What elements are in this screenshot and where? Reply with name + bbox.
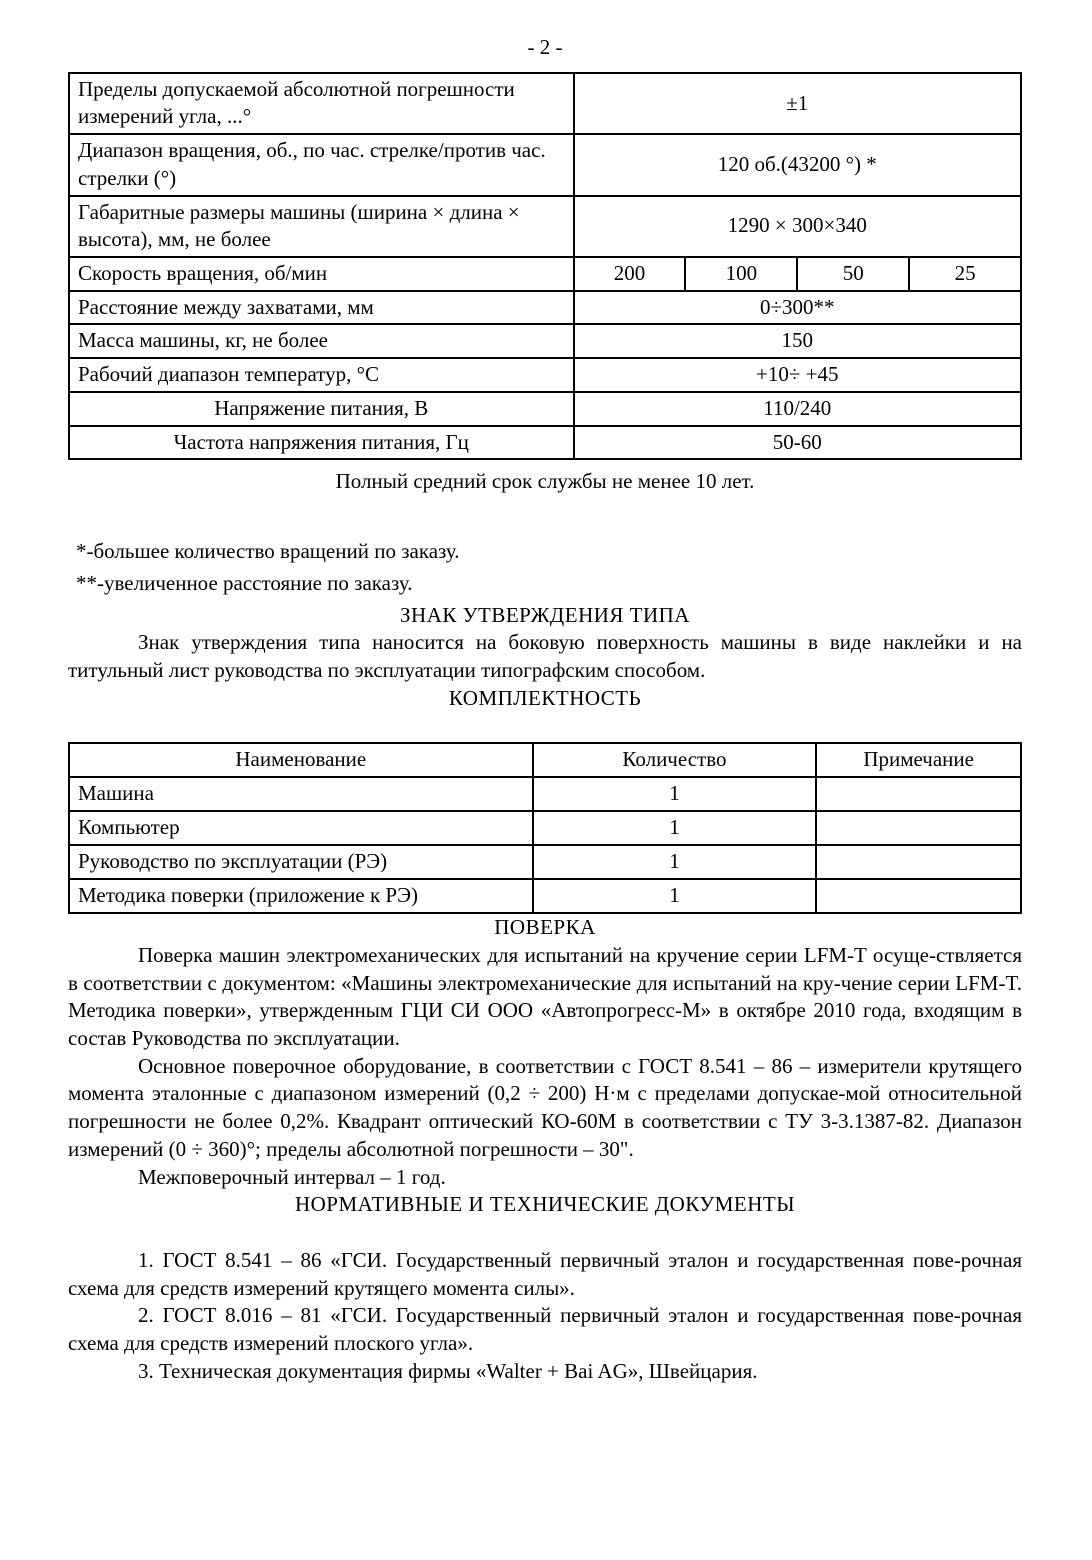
item-note xyxy=(816,811,1021,845)
spec-label: Рабочий диапазон температур, °С xyxy=(69,358,574,392)
table-row xyxy=(69,291,1021,325)
spec-value: ±1 xyxy=(574,73,1021,134)
item-note xyxy=(816,879,1021,913)
spec-value: +10÷ +45 xyxy=(574,358,1021,392)
spec-value: 100 xyxy=(685,257,797,291)
table-row xyxy=(69,324,1021,358)
table-row xyxy=(69,73,1021,134)
spec-label: Частота напряжения питания, Гц xyxy=(69,426,574,460)
table-row xyxy=(69,845,1021,879)
spec-value: 1290 × 300×340 xyxy=(574,196,1021,257)
table-row xyxy=(69,879,1021,913)
spec-value: 120 об.(43200 °) * xyxy=(574,134,1021,195)
section-heading-type-approval: ЗНАК УТВЕРЖДЕНИЯ ТИПА xyxy=(400,602,690,627)
column-header-note: Примечание xyxy=(816,743,1021,777)
item-note xyxy=(816,777,1021,811)
verification-paragraph: Основное поверочное оборудование, в соответствии с ГОСТ 8.541 – 86 – измерители крутящего момента эталонные с диапазоном измерений (0,2 ÷ 200) Н·м с пределами допускае-мой относительной погрешности не более 0,2%. Квадрант оптический КО-60М в соответствии с ТУ 3-3.1387-82. Диапазон измерений (0 ÷ 360)°; пределы абсолютной погрешности – 30". xyxy=(68,1053,1022,1161)
table-row xyxy=(69,257,1021,291)
item-name: Методика поверки (приложение к РЭ) xyxy=(69,879,533,913)
page-number: - 2 - xyxy=(527,35,563,59)
table-row xyxy=(69,392,1021,426)
spec-value: 110/240 xyxy=(574,392,1021,426)
table-header-row xyxy=(69,743,1021,777)
section-heading-verification: ПОВЕРКА xyxy=(494,915,596,940)
completeness-table xyxy=(68,742,1022,914)
verification-text xyxy=(68,942,1022,1191)
footnote: *-большее количество вращений по заказу. xyxy=(76,539,460,564)
spec-label: Диапазон вращения, об., по час. стрелке/против час. стрелки (°) xyxy=(69,134,574,195)
service-life-note: Полный средний срок службы не менее 10 лет. xyxy=(335,469,755,494)
documents-list xyxy=(68,1247,1022,1386)
spec-value: 150 xyxy=(574,324,1021,358)
section-heading-completeness: КОМПЛЕКТНОСТЬ xyxy=(448,685,642,710)
column-header-qty: Количество xyxy=(533,743,817,777)
table-row xyxy=(69,811,1021,845)
item-name: Машина xyxy=(69,777,533,811)
table-row xyxy=(69,777,1021,811)
spec-value: 50 xyxy=(797,257,909,291)
spec-value: 50-60 xyxy=(574,426,1021,460)
type-approval-text: Знак утверждения типа наносится на боковую поверхность машины в виде наклейки и на титульный лист руководства по эксплуатации типографским способом. xyxy=(68,630,1022,682)
document-item: 2. ГОСТ 8.016 – 81 «ГСИ. Государственный первичный эталон и государственная пове-рочная схема для средств измерений плоского угла». xyxy=(68,1303,1022,1356)
spec-label: Расстояние между захватами, мм xyxy=(69,291,574,325)
item-qty: 1 xyxy=(533,811,817,845)
document-item: 1. ГОСТ 8.541 – 86 «ГСИ. Государственный первичный эталон и государственная пове-рочная схема для средств измерений крутящего момента силы». xyxy=(68,1248,1022,1300)
spec-value: 0÷300** xyxy=(574,291,1021,325)
spec-label: Напряжение питания, В xyxy=(69,392,574,426)
item-note xyxy=(816,845,1021,879)
spec-label: Масса машины, кг, не более xyxy=(69,324,574,358)
item-qty: 1 xyxy=(533,845,817,879)
verification-paragraph: Поверка машин электромеханических для испытаний на кручение серии LFM-T осуще-ствляется в соответствии с документом: «Машины электромеханические для испытаний на кру-чение серии LFM-T. Методика поверки», утвержденным ГЦИ СИ ООО «Автопрогресс-М» в октябре 2010 года, входящим в состав Руководства по эксплуатации. xyxy=(68,942,1022,1050)
item-qty: 1 xyxy=(533,879,817,913)
verification-paragraph: Межповерочный интервал – 1 год. xyxy=(138,1164,446,1189)
spec-value: 200 xyxy=(574,257,686,291)
table-row xyxy=(69,426,1021,460)
item-qty: 1 xyxy=(533,777,817,811)
spec-value: 25 xyxy=(909,257,1021,291)
spec-label: Габаритные размеры машины (ширина × длина × высота), мм, не более xyxy=(69,196,574,257)
table-row xyxy=(69,358,1021,392)
item-name: Компьютер xyxy=(69,811,533,845)
document-item: 3. Техническая документация фирмы «Walter + Bai AG», Швейцария. xyxy=(138,1358,758,1383)
footnote: **-увеличенное расстояние по заказу. xyxy=(76,570,413,595)
column-header-name: Наименование xyxy=(69,743,533,777)
spec-table xyxy=(68,72,1022,461)
item-name: Руководство по эксплуатации (РЭ) xyxy=(69,845,533,879)
table-row xyxy=(69,134,1021,195)
section-heading-documents: НОРМАТИВНЫЕ И ТЕХНИЧЕСКИЕ ДОКУМЕНТЫ xyxy=(294,1192,796,1217)
spec-label: Пределы допускаемой абсолютной погрешности измерений угла, ...° xyxy=(69,73,574,134)
spec-label: Скорость вращения, об/мин xyxy=(69,257,574,291)
table-row xyxy=(69,196,1021,257)
footnotes xyxy=(68,538,1022,597)
